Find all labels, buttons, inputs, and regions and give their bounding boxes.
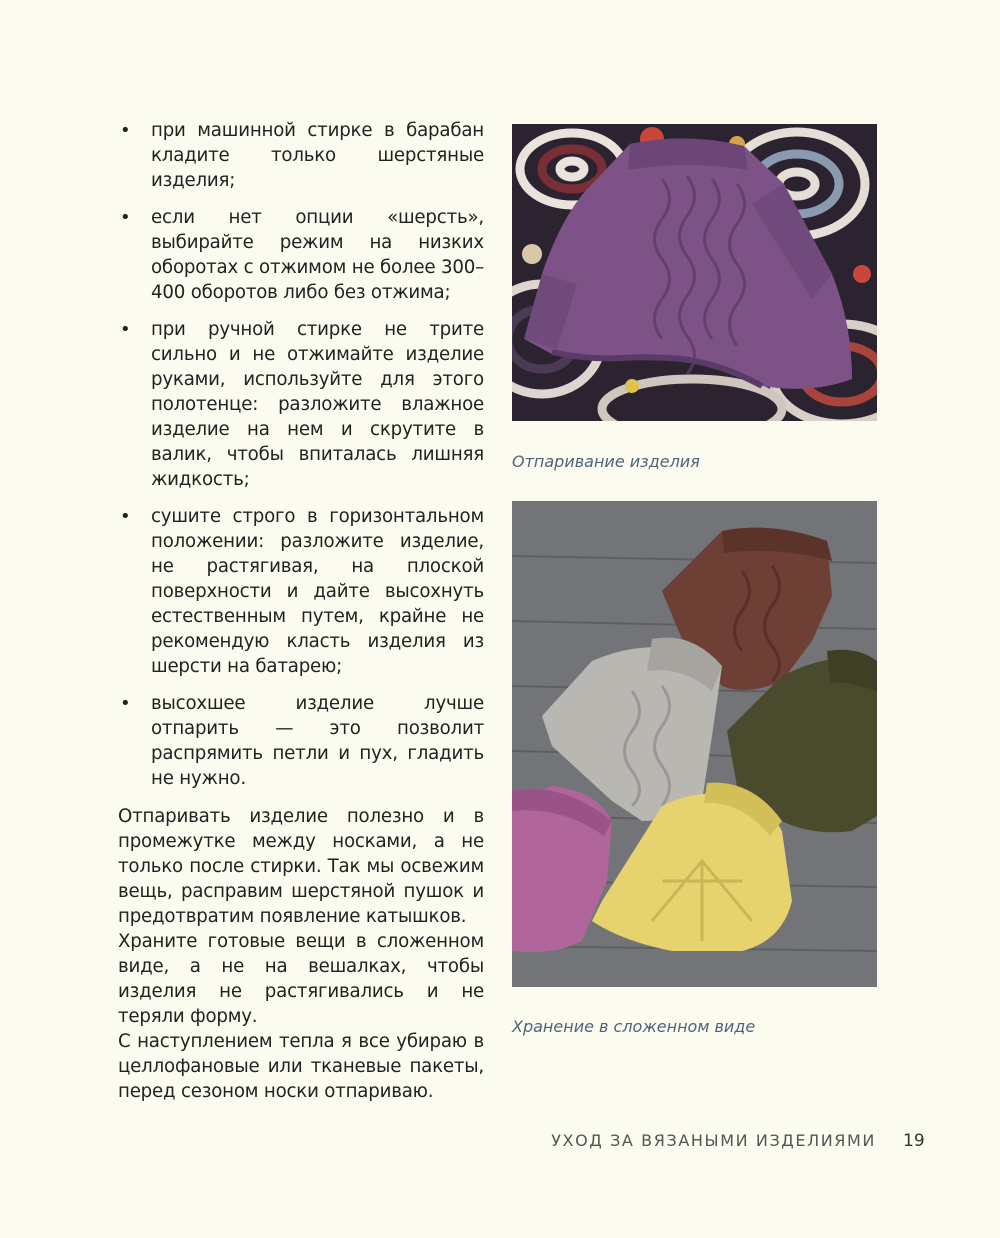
running-footer-title: УХОД ЗА ВЯЗАНЫМИ ИЗДЕЛИЯМИ [551, 1131, 876, 1150]
list-item: • сушите строго в горизонтальном положении: разложите изделие, не растягивая, на плоской поверхности и дайте высохнуть естественным путем, крайне не рекомендую класть изделия из шерсти на батарею; [120, 506, 484, 677]
list-item: • при машинной стирке в барабан кладите только шерстяные изделия; [120, 120, 484, 191]
main-text [118, 118, 484, 1104]
bullet-icon: • [120, 506, 131, 527]
page-number: 19 [903, 1131, 925, 1151]
bullet-icon: • [120, 693, 131, 714]
list-item: • при ручной стирке не трите сильно и не отжимайте изделие руками, используйте для этого полотенце: разложите влажное изделие на нем и скрутите в валик, чтобы впиталась лишняя жидкость; [120, 319, 484, 490]
list-item: • если нет опции «шерсть», выбирайте режим на низких оборотах с отжимом не более 300–400 оборотов либо без отжима; [120, 207, 484, 303]
caption-steaming: Отпаривание изделия [512, 452, 700, 471]
list-item: • высохшее изделие лучше отпарить — это позволит распрямить петли и пух, гладить не нужно. [120, 693, 484, 789]
care-tips-list [118, 118, 484, 791]
bullet-icon: • [120, 207, 131, 228]
bullet-icon: • [120, 319, 131, 340]
paragraph-storage: Храните готовые вещи в сложенном виде, а не на вешалках, чтобы изделия не растягивались и не теряли форму. [118, 931, 484, 1027]
photo-folded-sweaters [512, 501, 877, 987]
bullet-icon: • [120, 120, 131, 141]
photo-purple-sweater [512, 124, 877, 421]
caption-storage: Хранение в сложенном виде [512, 1017, 756, 1036]
paragraph-season: С наступлением тепла я все убираю в целлофановые или тканевые пакеты, перед сезоном носки отпариваю. [118, 1031, 484, 1102]
paragraph-steaming: Отпаривать изделие полезно и в промежутке между носками, а не только после стирки. Так мы освежим вещь, расправим шерстяной пушок и предотвратим появление катышков. [118, 806, 484, 927]
